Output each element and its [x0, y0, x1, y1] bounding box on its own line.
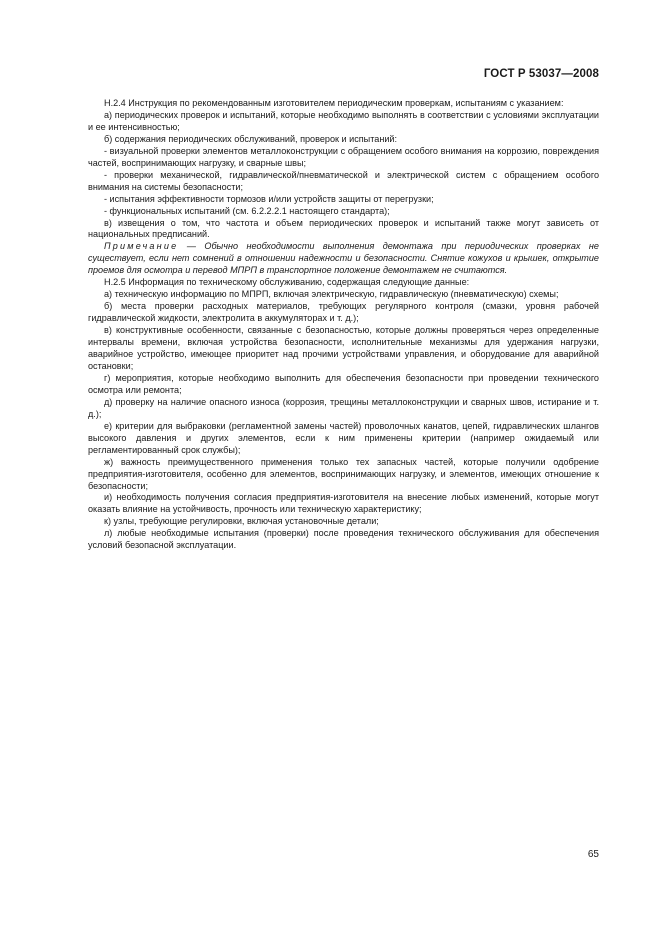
note-text: — Обычно необходимости выполнения демонтажа при периодических проверках не существует, если нет сомнений в отношении надежности и безопасности. Снятие кожухов и крышек, открытие проемов для осмотра и перевод МПРП в транспортное положение демонтажем не считаются. — [88, 241, 599, 276]
list-item-l: л) любые необходимые испытания (проверки) после проведения технического обслуживания для обеспечения условий безопасной эксплуатации. — [88, 528, 599, 551]
note-paragraph — [88, 241, 599, 277]
document-body — [88, 98, 599, 552]
list-item-d: д) проверку на наличие опасного износа (коррозия, трещины металлоконструкции и сварных швов, истирание и т. д.); — [88, 396, 599, 419]
list-item-visual-check: - визуальной проверки элементов металлоконструкции с обращением особого внимания на коррозию, повреждения частей, воспринимающих нагрузку, и сварные швы; — [88, 145, 599, 168]
list-item-systems-check: - проверки механической, гидравлической/пневматической и электрической систем с обращением особого внимания на системы безопасности; — [88, 169, 599, 192]
list-item-brake-test: - испытания эффективности тормозов и/или устройств защиты от перегрузки; — [104, 193, 434, 204]
list-item-e: е) критерии для выбраковки (регламентной замены частей) проволочных канатов, цепей, гидравлических шлангов высокого давления и других элементов, если к ним применены критерии (например ожидаемый или регламентированный срок службы); — [88, 420, 599, 455]
note-label: Примечание — [104, 241, 179, 252]
list-item-a: а) периодических проверок и испытаний, которые необходимо выполнять в соответствии с условиями эксплуатации и ее интенсивностью; — [88, 109, 599, 132]
list-item-a2: а) техническую информацию по МПРП, включая электрическую, гидравлическую (пневматическую) схемы; — [104, 289, 559, 300]
list-item-zh: ж) важность преимущественного применения только тех запасных частей, которые получили одобрение предприятия-изготовителя, особенно для элементов, воспринимающих нагрузку, и элементов, имеющих отношение к безопасности; — [88, 456, 599, 491]
list-item-v2: в) конструктивные особенности, связанные с безопасностью, которые должны проверяться через определенные интервалы времени, включая устройства безопасности, исполнительные механизмы для удержания нагрузки, аварийное устройство, имеющее приоритет над прочими устройствами управления, и оборудование для аварийной остановки; — [88, 325, 599, 371]
list-item-k: к) узлы, требующие регулировки, включая установочные детали; — [104, 516, 379, 527]
paragraph-h24: Н.2.4 Инструкция по рекомендованным изготовителем периодическим проверкам, испытаниям с указанием: — [104, 98, 564, 108]
list-item-v: в) извещения о том, что частота и объем периодических проверок и испытаний также могут зависеть от национальных предписаний. — [88, 217, 599, 240]
list-item-i: и) необходимость получения согласия предприятия-изготовителя на внесение любых изменений, которые могут оказать влияние на устойчивость, прочность или техническую характеристику; — [88, 492, 599, 515]
document-id-header: ГОСТ Р 53037—2008 — [483, 68, 599, 80]
page-number: 65 — [587, 849, 599, 860]
paragraph-h25: Н.2.5 Информация по техническому обслуживанию, содержащая следующие данные: — [104, 277, 470, 288]
list-item-b2: б) места проверки расходных материалов, требующих регулярного контроля (смазки, уровня рабочей гидравлической жидкости, электролита в аккумуляторах и т. д.); — [88, 301, 599, 324]
list-item-b: б) содержания периодических обслуживаний, проверок и испытаний: — [104, 133, 398, 144]
list-item-functional-test: - функциональных испытаний (см. 6.2.2.2.1 настоящего стандарта); — [104, 205, 390, 216]
list-item-g: г) мероприятия, которые необходимо выполнить для обеспечения безопасности при проведении технического осмотра или ремонта; — [88, 372, 599, 395]
